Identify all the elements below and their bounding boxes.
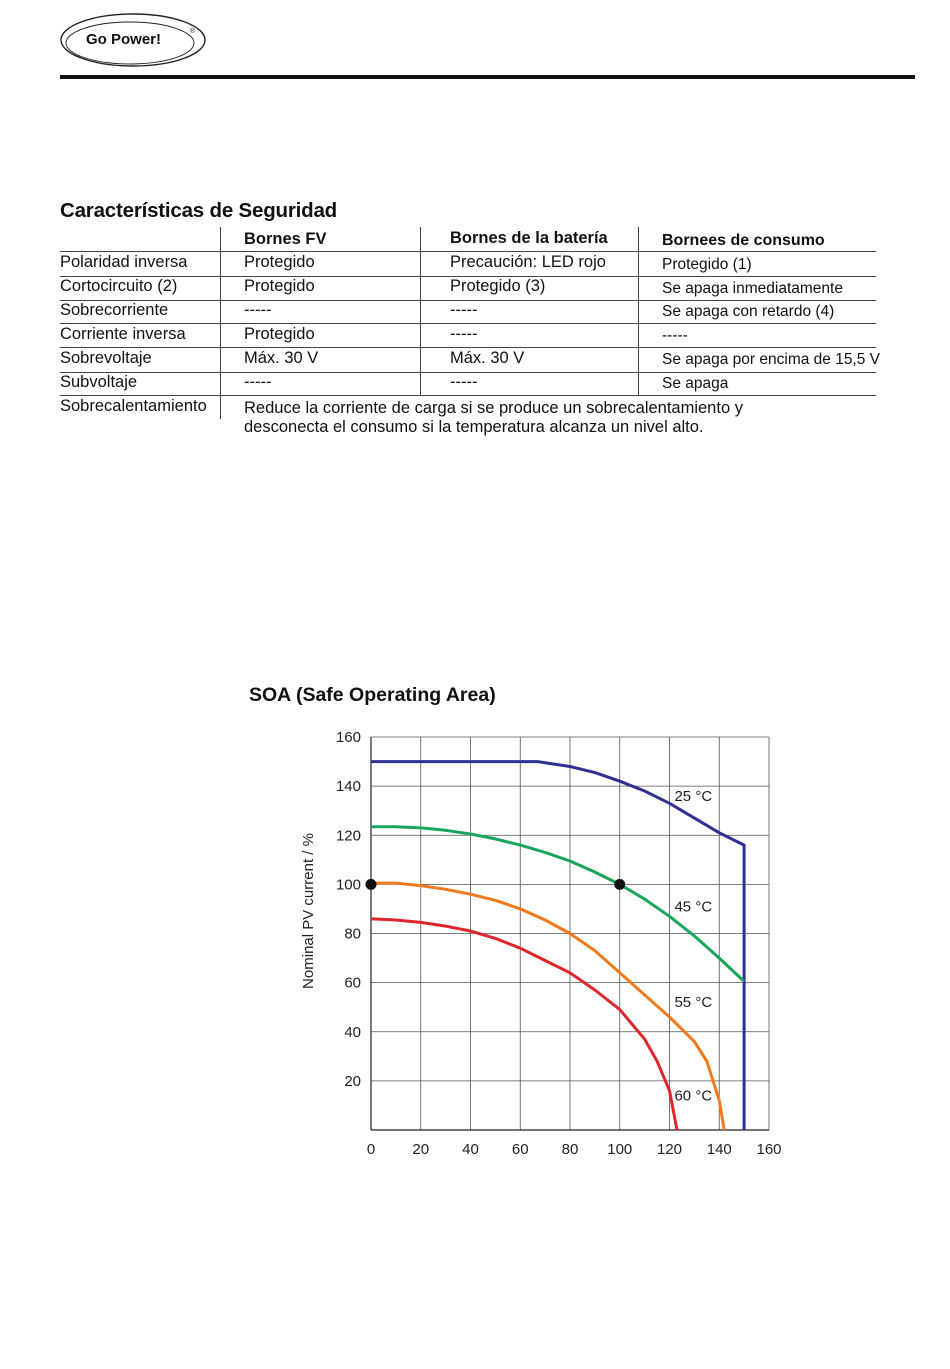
data-point	[366, 879, 377, 890]
y-tick-label: 80	[344, 925, 361, 943]
x-tick-label: 160	[756, 1141, 782, 1158]
series-label: 25 °C	[674, 787, 713, 805]
cell-fv: -----	[244, 301, 272, 319]
y-axis-label: Nominal PV current / %	[300, 833, 317, 989]
soa-chart	[290, 722, 790, 1172]
y-tick-label: 20	[344, 1072, 361, 1090]
cell-consumo: -----	[662, 327, 688, 344]
column-divider	[420, 227, 421, 395]
row-divider	[60, 395, 876, 396]
series-label: 45 °C	[674, 898, 713, 916]
row-label-corriente-inversa: Corriente inversa	[60, 325, 186, 343]
overheat-note-line2: desconecta el consumo si la temperatura alcanza un nivel alto.	[244, 418, 704, 436]
header-divider	[60, 75, 915, 79]
y-tick-label: 120	[335, 827, 361, 845]
data-point	[614, 879, 625, 890]
cell-bateria: -----	[450, 301, 478, 319]
cell-fv: Protegido	[244, 277, 315, 295]
chart-series	[371, 762, 744, 1130]
row-label-sobrecalentamiento: Sobrecalentamiento	[60, 397, 207, 415]
logo-text: Go Power!	[86, 31, 162, 48]
cell-bateria: -----	[450, 373, 478, 391]
cell-bateria: Precaución: LED rojo	[450, 253, 606, 271]
row-divider	[60, 251, 876, 252]
cell-fv: -----	[244, 373, 272, 391]
go-power-logo	[58, 10, 210, 70]
y-tick-label: 40	[344, 1023, 361, 1041]
cell-consumo: Protegido (1)	[662, 256, 752, 273]
column-header-consumo: Bornees de consumo	[662, 232, 825, 249]
cell-consumo: Se apaga por encima de 15,5 V	[662, 351, 881, 368]
overheat-note-line1: Reduce la corriente de carga si se produce un sobrecalentamiento y	[244, 399, 743, 417]
x-tick-label: 0	[366, 1141, 376, 1158]
chart-title: SOA (Safe Operating Area)	[249, 684, 496, 706]
column-divider	[220, 227, 221, 419]
cell-fv: Protegido	[244, 325, 315, 343]
chart-axes	[336, 729, 782, 1158]
cell-bateria: Máx. 30 V	[450, 349, 525, 367]
column-header-bateria: Bornes de la batería	[450, 229, 608, 247]
x-tick-label: 140	[706, 1141, 732, 1158]
y-tick-label: 60	[344, 974, 361, 992]
row-label-sobrecorriente: Sobrecorriente	[60, 301, 169, 319]
series-line	[371, 919, 677, 1130]
row-label-cortocircuito: Cortocircuito (2)	[60, 277, 178, 295]
x-tick-label: 120	[656, 1141, 683, 1158]
x-tick-label: 40	[462, 1141, 479, 1158]
row-label-polaridad: Polaridad inversa	[60, 253, 188, 271]
y-tick-label: 160	[335, 729, 361, 746]
series-label: 60 °C	[674, 1087, 713, 1105]
x-tick-label: 60	[511, 1141, 529, 1158]
safety-table	[60, 227, 890, 442]
safety-title: Características de Seguridad	[60, 199, 337, 222]
cell-bateria: -----	[450, 325, 478, 343]
cell-consumo: Se apaga con retardo (4)	[662, 303, 835, 320]
x-tick-label: 100	[607, 1141, 633, 1158]
series-label: 55 °C	[674, 994, 713, 1012]
logo-registered-mark: ®	[190, 28, 196, 35]
x-tick-label: 80	[561, 1141, 579, 1158]
cell-fv: Máx. 30 V	[244, 349, 319, 367]
column-header-fv: Bornes FV	[244, 230, 327, 248]
row-divider	[60, 323, 876, 324]
row-label-subvoltaje: Subvoltaje	[60, 373, 138, 391]
cell-consumo: Se apaga	[662, 375, 729, 392]
row-divider	[60, 347, 876, 348]
cell-fv: Protegido	[244, 253, 315, 271]
cell-consumo: Se apaga inmediatamente	[662, 280, 843, 297]
cell-bateria: Protegido (3)	[450, 277, 546, 295]
row-label-sobrevoltaje: Sobrevoltaje	[60, 349, 152, 367]
y-tick-label: 140	[335, 778, 361, 796]
series-line	[371, 762, 744, 1130]
column-divider	[638, 227, 639, 395]
y-tick-label: 100	[335, 876, 361, 894]
x-tick-label: 20	[412, 1141, 430, 1158]
